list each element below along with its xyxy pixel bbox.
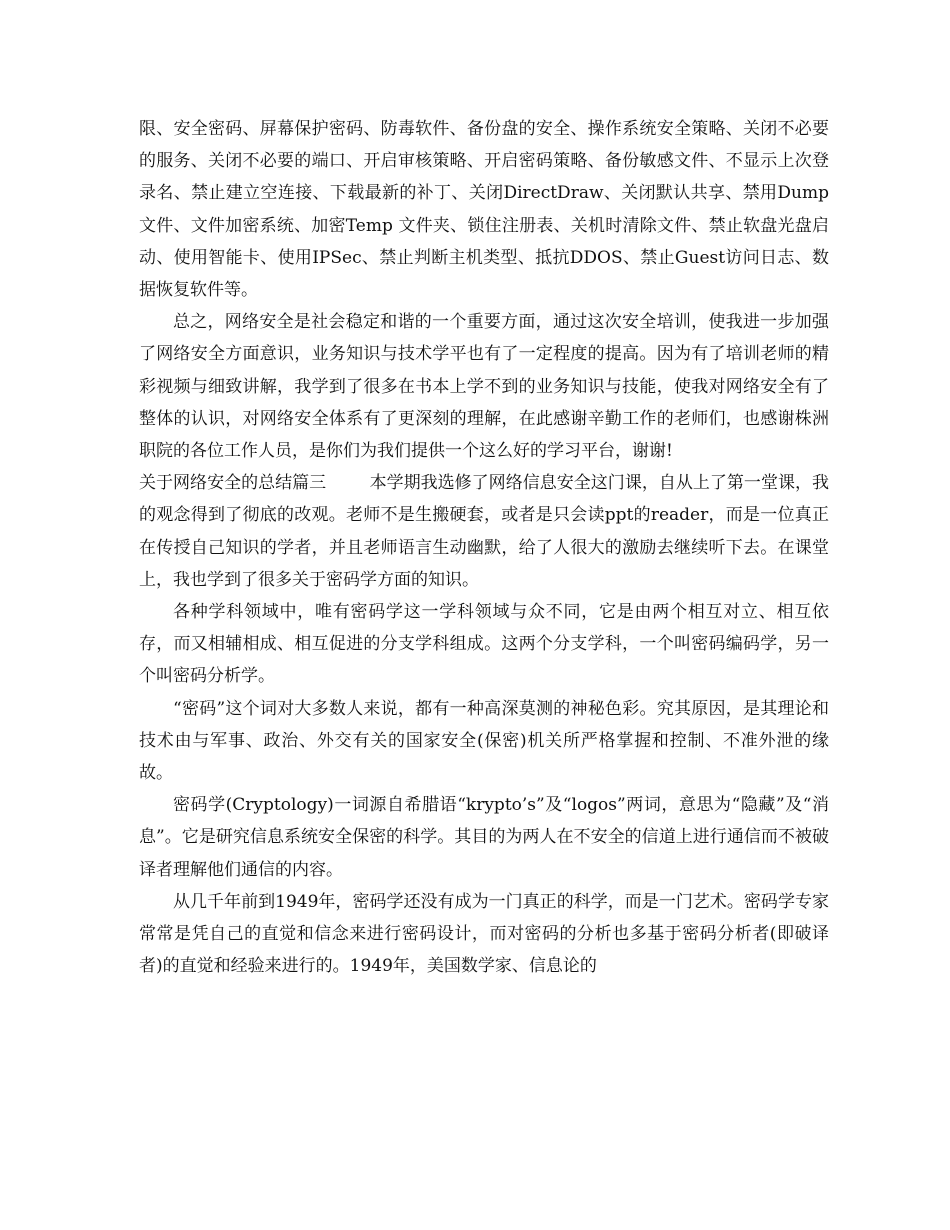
paragraph-text: 各种学科领域中，唯有密码学这一学科领域与众不同，它是由两个相互对立、相互依存，而又相辅相成、相互促进的分支学科组成。这两个分支学科，一个叫密码编码学，另一个叫密码分析学。 [139, 602, 829, 687]
paragraph-summary [139, 306, 829, 467]
paragraph-security-measures-list [139, 113, 829, 306]
paragraph-section-three [139, 467, 829, 596]
document-body [139, 113, 829, 982]
paragraph-text: “密码”这个词对大多数人来说，都有一种高深莫测的神秘色彩。究其原因，是其理论和技术由与军事、政治、外交有关的国家安全(保密)机关所严格掌握和控制、不准外泄的缘故。 [139, 698, 829, 784]
section-heading: 关于网络安全的总结篇三 [139, 473, 327, 494]
paragraph-cryptology-definition [139, 789, 829, 886]
paragraph-cryptography-history [139, 886, 829, 983]
heading-spacer [326, 473, 369, 493]
paragraph-text: 密码学(Cryptology)一词源自希腊语“krypto’s”及“logos”两词，意思为“隐藏”及“消息”。它是研究信息系统安全保密的科学。其目的为两人在不安全的信道上进行通信而不被破译者理解他们通信的内容。 [139, 795, 829, 880]
paragraph-text: 限、安全密码、屏幕保护密码、防毒软件、备份盘的安全、操作系统安全策略、关闭不必要的服务、关闭不必要的端口、开启审核策略、开启密码策略、备份敏感文件、不显示上次登录名、禁止建立空连接、下载最新的补丁、关闭DirectDraw、关闭默认共享、禁用Dump 文件、文件加密系统、加密Temp 文件夹、锁住注册表、关机时清除文件、禁止软盘光盘启动、使用智能卡、使用IPSec、禁止判断主机类型、抵抗DDOS、禁止Guest访问日志、数据恢复软件等。 [139, 119, 829, 301]
paragraph-text: 本学期我选修了网络信息安全这门课，自从上了第一堂课，我的观念得到了彻底的改观。老师不是生搬硬套，或者是只会读ppt的reader，而是一位真正在传授自己知识的学者，并且老师语言生动幽默，给了人很大的激励去继续听下去。在课堂上，我也学到了很多关于密码学方面的知识。 [139, 473, 830, 590]
paragraph-cryptography-branches [139, 596, 829, 693]
paragraph-text: 总之，网络安全是社会稳定和谐的一个重要方面，通过这次安全培训，使我进一步加强了网络安全方面意识，业务知识与技术学平也有了一定程度的提高。因为有了培训老师的精彩视频与细致讲解，我学到了很多在书本上学不到的业务知识与技能，使我对网络安全有了整体的认识，对网络安全体系有了更深刻的理解，在此感谢辛勤工作的老师们，也感谢株洲职院的各位工作人员，是你们为我们提供一个这么好的学习平台，谢谢! [139, 312, 829, 462]
paragraph-text: 从几千年前到1949年，密码学还没有成为一门真正的科学，而是一门艺术。密码学专家常常是凭自己的直觉和信念来进行密码设计，而对密码的分析也多基于密码分析者(即破译者)的直觉和经验来进行的。1949年，美国数学家、信息论的 [139, 891, 829, 977]
paragraph-cryptography-mystery [139, 693, 829, 790]
